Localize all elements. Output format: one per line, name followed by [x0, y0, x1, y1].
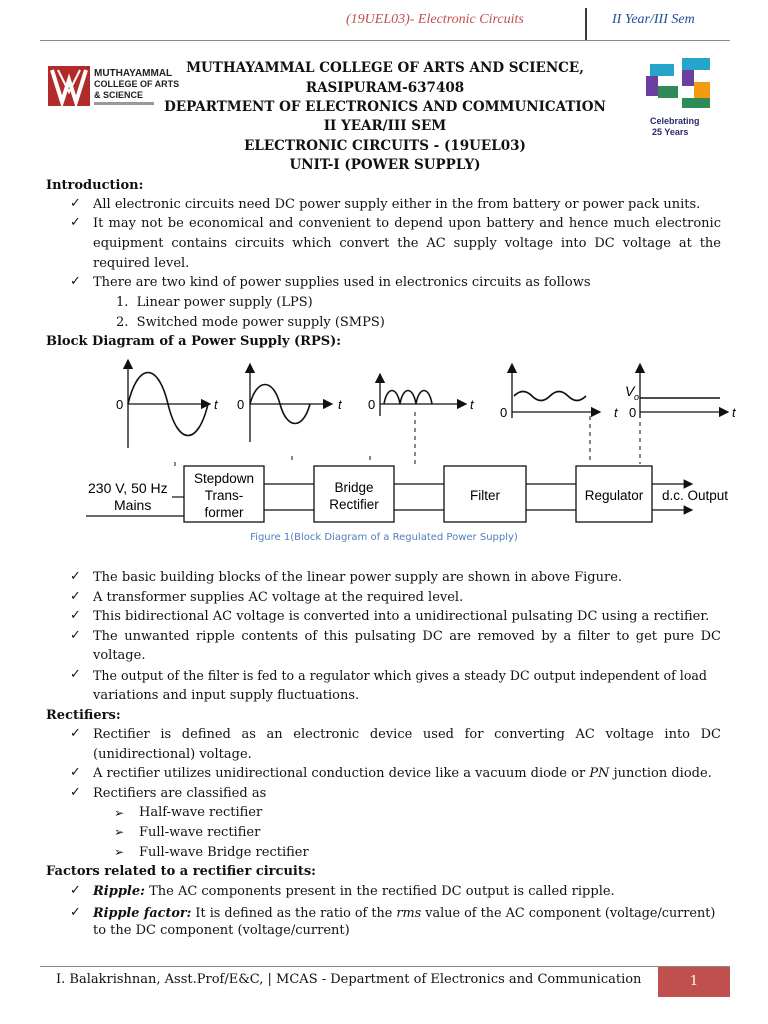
block-diagram	[80, 352, 750, 530]
input-label-line-1: 230 V, 50 Hz	[88, 480, 168, 496]
intro-bullet-3: There are two kind of power supplies used in electronics circuits as follows	[93, 275, 591, 290]
page-header	[0, 0, 768, 42]
intro-bullet-2-line-3: required level.	[93, 256, 190, 271]
page-number: 1	[658, 967, 730, 997]
check-icon: ✓	[70, 628, 81, 643]
waveform-ac-mains	[116, 360, 219, 448]
t-label: t	[614, 405, 618, 420]
header-divider	[585, 8, 587, 40]
vo-label: V	[625, 383, 635, 399]
header-course: (19UEL03)- Electronic Circuits	[346, 12, 524, 27]
check-icon: ✓	[70, 274, 81, 289]
rectifier-type-2: Full-wave rectifier	[139, 825, 261, 840]
point-4-line-2: voltage.	[93, 648, 146, 663]
zero-label: 0	[116, 397, 124, 412]
t-label: t	[214, 397, 218, 412]
intro-bullet-2-line-2: equipment contains circuits which convert the AC supply voltage into DC voltage at the	[93, 236, 721, 251]
stepdown-label-1: Stepdown	[193, 471, 255, 486]
point-5-line-1: The output of the filter is fed to a regulator which gives a steady DC output independent of load	[93, 668, 707, 683]
check-icon: ✓	[70, 196, 81, 211]
rectifier-device-text	[93, 764, 712, 784]
zero-label: 0	[368, 397, 376, 412]
ripple-term: Ripple:	[93, 884, 145, 899]
regulator-label: Regulator	[584, 488, 644, 503]
factors-heading: Factors related to a rectifier circuits:	[46, 864, 316, 879]
footer-author: I. Balakrishnan, Asst.Prof/E&C, | MCAS - Department of Electronics and Communication	[56, 972, 642, 987]
block-diagram-heading: Block Diagram of a Power Supply (RPS):	[46, 334, 342, 349]
intro-bullet-1: All electronic circuits need DC power supply either in the from battery or power pack units.	[93, 197, 701, 212]
check-icon: ✓	[70, 608, 81, 623]
rectifier-classified: Rectifiers are classified as	[93, 786, 267, 801]
waveform-filtered	[500, 364, 600, 420]
header-rule	[40, 40, 730, 41]
arrow-bullet-icon: ➢	[114, 845, 125, 859]
check-icon: ✓	[70, 667, 81, 682]
rectifier-type-1: Half-wave rectifier	[139, 805, 263, 820]
college-name: MUTHAYAMMAL COLLEGE OF ARTS AND SCIENCE,	[186, 60, 584, 76]
rectifier-def-line-2: (unidirectional) voltage.	[93, 747, 252, 762]
input-label-line-2: Mains	[114, 497, 152, 513]
zero-label: 0	[629, 405, 637, 420]
point-4-line-1: The unwanted ripple contents of this pulsating DC are removed by a filter to get pure DC	[93, 629, 721, 644]
bridge-label-1: Bridge	[334, 480, 374, 495]
rectifier-def-line-1: Rectifier is defined as an electronic device used for converting AC voltage into DC	[93, 727, 721, 742]
college-location: RASIPURAM-637408	[305, 80, 465, 96]
anniv-word-2: 25 Years	[652, 127, 689, 137]
t-label: t	[470, 397, 474, 412]
filter-label: Filter	[470, 488, 500, 503]
rectifier-device-pre: A rectifier utilizes unidirectional conduction device like a vacuum diode or	[93, 766, 590, 781]
ripple-factor-term: Ripple factor:	[93, 906, 192, 921]
subject-title: ELECTRONIC CIRCUITS - (19UEL03)	[244, 138, 526, 154]
waveform-stepdown	[237, 364, 343, 442]
output-label: d.c. Output	[662, 488, 729, 503]
stepdown-label-2: Trans-	[204, 488, 244, 503]
anniv-word-1: Celebrating	[650, 116, 700, 126]
intro-bullet-2-line-1: It may not be economical and convenient to depend upon battery and hence much electronic	[93, 216, 721, 231]
logo-word-1: MUTHAYAMMAL	[94, 68, 173, 79]
point-5-line-2: variations and input supply fluctuations.	[93, 688, 360, 703]
check-icon: ✓	[70, 569, 81, 584]
header-year: II Year/III Sem	[612, 12, 695, 27]
unit-title: UNIT-I (POWER SUPPLY)	[289, 157, 481, 173]
class-year: II YEAR/III SEM	[323, 118, 447, 134]
point-1: The basic building blocks of the linear power supply are shown in above Figure.	[93, 570, 623, 585]
check-icon: ✓	[70, 589, 81, 604]
arrow-bullet-icon: ➢	[114, 806, 125, 820]
stepdown-label-3: former	[204, 505, 244, 520]
zero-label: 0	[237, 397, 245, 412]
pn-term: PN	[589, 766, 610, 781]
ripple-factor-text-post: value of the AC component (voltage/current)	[421, 906, 716, 921]
rectifier-device-post: junction diode.	[609, 766, 712, 781]
anniversary-logo	[640, 50, 722, 144]
numbered-item-1: 1. Linear power supply (LPS)	[116, 295, 313, 310]
ripple-definition	[93, 882, 615, 902]
ripple-factor-line-2: to the DC component (voltage/current)	[93, 923, 350, 938]
rectifiers-heading: Rectifiers:	[46, 708, 121, 723]
check-icon: ✓	[70, 905, 81, 920]
check-icon: ✓	[70, 726, 81, 741]
numbered-item-2: 2. Switched mode power supply (SMPS)	[116, 315, 385, 330]
check-icon: ✓	[70, 883, 81, 898]
rms-term: rms	[396, 906, 422, 921]
waveform-dc-output	[614, 364, 737, 420]
department-name: DEPARTMENT OF ELECTRONICS AND COMMUNICATION	[164, 99, 606, 115]
ripple-text: The AC components present in the rectified DC output is called ripple.	[144, 884, 615, 899]
logo-word-3: & SCIENCE	[94, 90, 144, 100]
intro-heading: Introduction:	[46, 178, 144, 193]
rectifier-type-3: Full-wave Bridge rectifier	[139, 845, 309, 860]
logo-word-2: COLLEGE OF ARTS	[94, 79, 180, 89]
t-label: t	[732, 405, 736, 420]
point-3: This bidirectional AC voltage is converted into a unidirectional pulsating DC using a rectifier.	[93, 609, 710, 624]
check-icon: ✓	[70, 785, 81, 800]
waveform-rectified	[368, 374, 475, 416]
bridge-label-2: Rectifier	[329, 497, 379, 512]
t-label: t	[338, 397, 342, 412]
vo-sub-label: o	[634, 392, 640, 402]
arrow-bullet-icon: ➢	[114, 825, 125, 839]
check-icon: ✓	[70, 765, 81, 780]
footer-rule	[40, 966, 730, 967]
check-icon: ✓	[70, 215, 81, 230]
point-2: A transformer supplies AC voltage at the required level.	[93, 590, 464, 605]
figure-caption: Figure 1(Block Diagram of a Regulated Power Supply)	[250, 532, 518, 543]
zero-label: 0	[500, 405, 508, 420]
ripple-factor-text-pre: It is defined as the ratio of the	[191, 906, 397, 921]
